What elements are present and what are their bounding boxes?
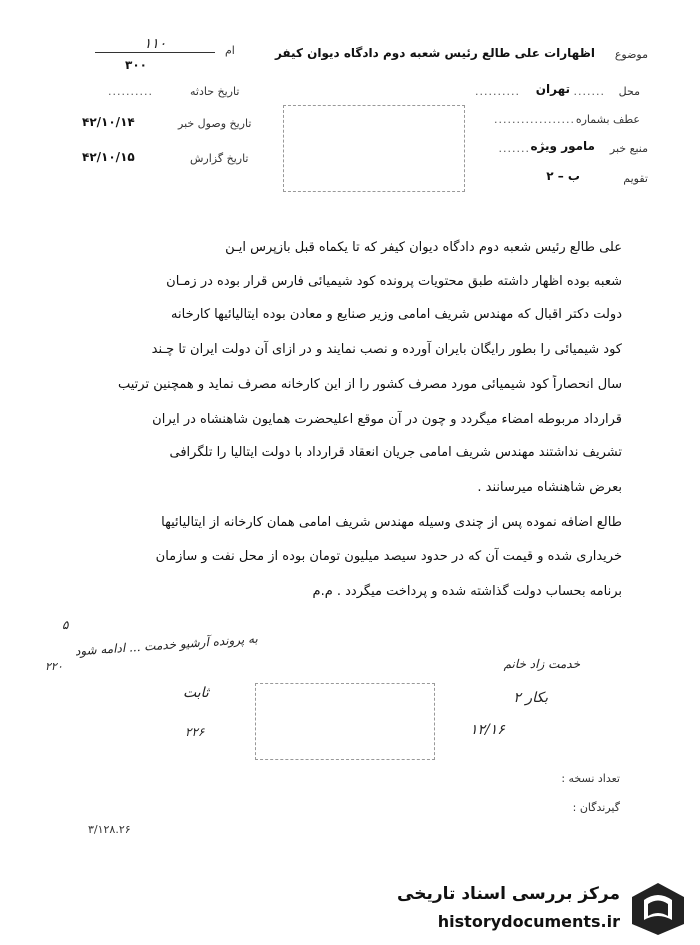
body-line: شعبه بوده اظهار داشته طبق محتویات پرونده کود شیمیائی فارس قرار بوده در زمـان (166, 274, 622, 289)
copies-label: تعداد نسخه : (561, 772, 620, 785)
body-line: سال انحصاراً کود شیمیائی مورد مصرف کشور را از این کارخانه مصرف نماید و همچنین ترتیب (117, 377, 622, 392)
file-number-label: ام (225, 44, 235, 57)
body-line: دولت دکتر اقبال که مهندس شریف امامی وزیر صنایع و معادن بوده ایتالیائیها کارخانه (171, 307, 622, 322)
recipients-label: گیرندگان : (572, 801, 620, 814)
body-line: طالع اضافه نموده پس از چندی وسیله مهندس شریف امامی همان کارخانه از ایتالیائیها (161, 515, 622, 530)
body-line: قرارداد مربوطه امضاء میگردد و چون در آن موقع اعلیحضرت همایون شاهنشاه در ایران (152, 412, 622, 427)
handwritten-note: ۱۲/۱۶ (470, 722, 505, 738)
evaluation-label: تقویم (623, 172, 648, 185)
event-date-label: تاریخ حادثه (190, 85, 240, 98)
watermark-title: مرکز بررسی اسناد تاریخی (397, 884, 620, 904)
source-dots: ....... (498, 142, 530, 155)
body-line: خریداری شده و قیمت آن که در حدود سیصد میلیون تومان بوده از محل نفت و سازمان (155, 549, 622, 564)
evaluation-value: ب – ۲ (546, 169, 580, 183)
place-dots-2: .......... (475, 85, 520, 98)
handwritten-note: ۲۲۶ (185, 725, 205, 739)
report-date-value: ۴۲/۱۰/۱۵ (82, 150, 135, 164)
body-line: علی طالع رئیس شعبه دوم دادگاه دیوان کیفر که تا یکماه قبل بازپرس ایـن (225, 240, 622, 255)
event-date-dots: .......... (108, 85, 153, 98)
handwritten-note: بکار ۲ (513, 690, 548, 706)
stamp-box-top (283, 105, 465, 192)
handwritten-note: ثابت (183, 685, 209, 701)
place-value: تهران (535, 82, 570, 96)
archive-logo-icon (628, 880, 688, 938)
subject-label: موضوع (614, 48, 648, 61)
handwritten-note: خدمت زاد خانم (503, 657, 580, 671)
watermark-url: historydocuments.ir (437, 912, 620, 931)
report-date-label: تاریخ گزارش (190, 152, 249, 165)
body-line: تشریف نداشتند مهندس شریف امامی جریان انعقاد قرارداد با دولت ایتالیا را تلگرافی (169, 445, 622, 460)
document-code: ۳/۱۲۸.۲۶ (88, 823, 131, 836)
body-line: کود شیمیائی را بطور رایگان بایران آورده و نصب نمایند و در ازای آن دولت ایران تا چـند (151, 342, 622, 357)
body-line: بعرض شاهنشاه میرسانند . (477, 480, 622, 495)
handwritten-note: ۲۲۰ (45, 660, 63, 673)
stamp-box-bottom (255, 683, 435, 760)
source-label: منبع خبر (609, 142, 648, 155)
receipt-date-value: ۴۲/۱۰/۱۴ (82, 115, 135, 129)
handwritten-note: ۵ (62, 618, 69, 632)
place-label: محل (618, 85, 640, 98)
handwritten-note: به پرونده آرشیو خدمت ... ادامه شود (74, 631, 259, 659)
body-line: برنامه بحساب دولت گذاشته شده و پرداخت میگردد . م.م (312, 584, 622, 599)
file-number-value: ۱۱۰ (95, 36, 215, 53)
place-dots: ....... (573, 85, 605, 98)
attachment-dots: .................. (494, 113, 575, 126)
attachment-label: عطف بشماره (575, 113, 640, 126)
source-value: مامور ویژه (530, 139, 595, 153)
file-number-sub: ۳۰۰ (125, 58, 147, 72)
receipt-date-label: تاریخ وصول خبر (178, 117, 252, 130)
subject-value: اظهارات علی طالع رئیس شعبه دوم دادگاه دیوان کیفر (274, 46, 595, 60)
